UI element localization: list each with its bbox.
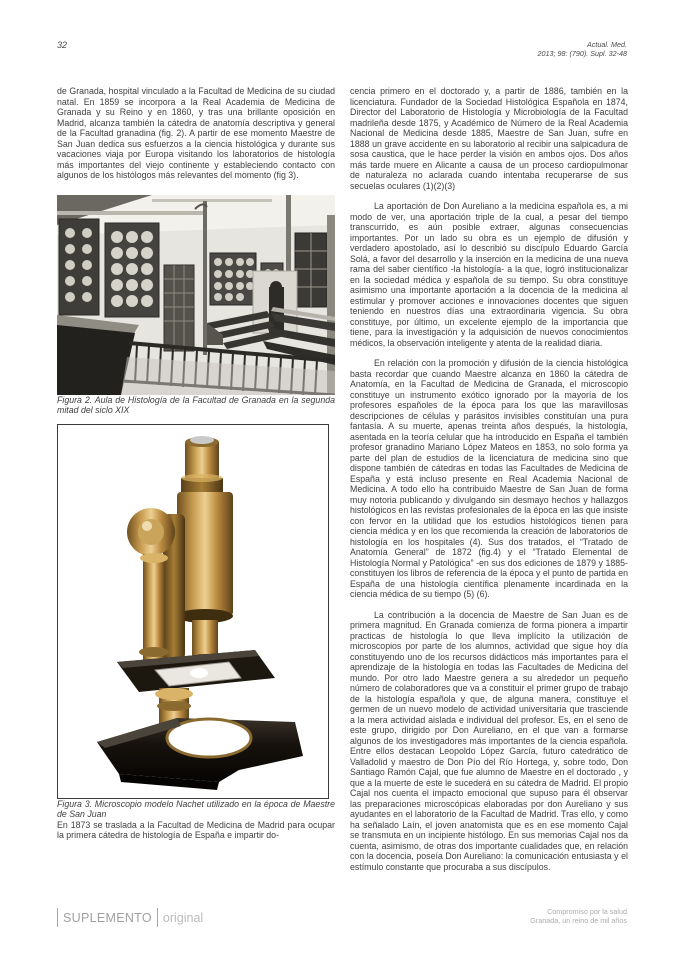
body-paragraph: La aportación de Don Aureliano a la medicina española es, a mi modo de ver, una aportación triple de la cual, a pesar del tiempo transcurrido, es aún posible extraer, algunas consecuencias importantes. Por un lado su obra es un ejemplo de difusión y verdadero apostolado, así lo describió su discípulo Eduardo García Solá, a favor del desarrollo y la inserción en la medicina de una nueva rama del saber científico -la histología- a la que, logró institucionalizar en la sociedad médica y española de su tiempo. Su obra constituye asimismo una importante aportación a la docencia de la medicina al estimular y promover acciones e innovaciones docentes que siguen teniendo en nuestros días una extraordinaria vigencia. Su obra constituye, por último, un excelente ejemplo de la importancia que tiene, para la investigación y la adquisición de nuevos conocimientos médicos, la observación inteligente y atenta de la realidad diaria. [350,201,628,348]
classroom-door [164,265,194,351]
figure-2-image [57,195,335,395]
wall-board-left-2 [105,223,159,317]
supplement-brand [57,908,203,927]
body-paragraph: En relación con la promoción y difusión de la ciencia histológica basta recordar que cuando Maestre alcanza en 1860 la cátedra de Anatomía, en la Facultad de Medicina de Granada, el microscopio constituye un instrumento exótico ignorado por la mayoría de los profesores españoles de la época para los que las maravillosas descripciones de células y parásitos invisibles constituían una pura fantasía. A su muerte, apenas treinta años después, la histología, asentada en la teoría celular que ha introducido en España el también profesor granadino Mariano López Mateos en 1853, no solo forma ya parte del plan de estudios de la licenciatura de medicina sino que dispone también de cátedras en todas las Facultades de Medicina de España y está incluso presente en Real Academia Nacional de Medicina. A todo ello ha contribuido Maestre de San Juan de forma muy notoria publicando y divulgando sin desmayo hechos y hallazgos histológicos en las revistas profesionales de la época en las que insiste con fervor en la utilidad que los estudios histológicos tienen para ciencia médica y en los que recomienda la creación de laboratorios de histología en los hospitales (4). Sus dos tratados, el “Tratado de Anatomía General” de 1872 (fig.4) y el “Tratado Elemental de Histología Normal y Patológica” -en sus dos ediciones de 1879 y 1885- constituyen los libros de referencia de la época y el punto de partida en España de una histología científica plenamente incardinada en la ciencia médica de su tiempo (5) (6). [350,358,628,599]
body-paragraph: La contribución a la docencia de Maestre de San Juan es de primera magnitud. En Granada comienza de forma pionera a impartir practicas de histología lo que lleva implícito la utilización de microscopios por parte de los alumnos, actividad que sigue hoy día constituyendo uno de los recursos didácticos más importantes para el aprendizaje de la histología en todas las Facultades de Medicina del mundo. Por otro lado Maestre genera a su alrededor un pequeño número de colaboradores que va a constituir el primer grupo de trabajo de la histología española y que, de alguna manera, constituye el germen de un nuevo modelo de actividad universitaria que trasciende a la mera actividad aislada e individual del profesor. Es, en el seno de este grupo, dirigido por Don Aureliano, en el que van a formarse algunos de los investigadores más importantes de la ciencia española. Entre ellos destacan Leopoldo López García, futuro catedrático de Valladolid y maestro de Don Pío del Río Hortega, y, sobre todo, Don Santiago Ramón Cajal, que fue alumno de Maestre en el doctorado , y que a la muerte de este le sucederá en su cátedra de Madrid. El propio Cajal nos cuenta el impacto emocional que supuso para él observar las preparaciones microscópicas elaboradas por don Aureliano y sus ayudantes en el laboratorio de la Facultad de Madrid. Tras ello, y como ha señalado Laín, el joven anatomista que es en ese momento Cajal se transmuta en un incipiente histólogo. En sus memorias Cajal nos da cuenta, asimismo, de otras dos importante cualidades que, en relación con la docencia, poseía Don Aureliano: la comunicación entusiasta y el estímulo constante que procuraba a sus discípulos. [350,609,628,872]
wall-board-left [59,219,99,315]
figure-2-caption: Figura 2. Aula de Histología de la Facultad de Granada en la segunda mitad del siclo XIX [57,394,335,415]
wall-board-center [210,253,256,305]
journal-issue: 2013; 98: (790). Supl. 32-48 [537,49,627,58]
supplement-label: SUPLEMENTO [63,910,152,925]
pillar [139,553,169,660]
body-tube [177,492,233,623]
figure-3-caption: Figura 3. Microscopio modelo Nachet utilizado en la época de Maestre de San Juan [57,798,335,819]
right-column [350,86,628,872]
classroom-photo-illustration [57,195,335,395]
body-paragraph: cencia primero en el doctorado y, a partir de 1886, también en la licenciatura. Fundador de la Sociedad Histológica Española en 1874, Director del Laboratorio de Histología y Microbiología de la Facultad madrileña desde 1875, y Académico de Número de la Real Academia Nacional de Medicina desde 1885, Maestre de San Juan, sufre en 1888 un grave accidente en su laboratorio al recibir una salpicadura de sosa caustica, que le hace perder la visión en ambos ojos. Dos años más tarde muere en Alicante a causa de un proceso cardiopulmonar de naturaleza no aclarada cuando intentaba recuperarse de sus secuelas oculares (1)(2)(3) [350,86,628,191]
page-number: 32 [57,40,68,50]
brand-divider-left [57,908,58,927]
page-header [57,40,627,58]
journal-reference [537,40,627,58]
slogan-line-1: Compromiso por la salud [547,907,627,916]
left-column [57,86,335,872]
body-paragraph: de Granada, hospital vinculado a la Facultad de Medicina de su ciudad natal. En 1859 se incorpora a la Real Academia de Medicina de Granada y su Reino y en 1860, y tras una brillante oposición en Madrid, alcanza también la cátedra de anatomía descriptiva y general de la Facultad granadina (fig. 2). A partir de ese momento Maestre de San Juan dedica sus esfuerzos a la ciencia histológica y durante sus vacaciones viaja por Europa visitando los laboratorios de histología más importantes del viejo continente y estableciendo contacto con algunos de los histólogos más relevantes del momento (fig 3). [57,86,335,180]
body-paragraph: En 1873 se traslada a la Facultad de Medicina de Madrid para ocupar la primera cátedra de histología de España e impartir do- [57,819,335,840]
section-label: original [162,910,204,925]
journal-title: Actual. Med. [587,40,627,49]
footer-slogan [530,908,627,926]
article-body [57,86,628,872]
eyepiece [181,436,223,494]
slogan-line-2: Granada, un reino de mil años [530,915,627,925]
mirror [127,508,175,556]
brand-divider-right [157,908,158,927]
page-footer [57,908,627,927]
figure-3-frame [57,424,329,799]
microscope-photo-illustration [59,426,327,797]
